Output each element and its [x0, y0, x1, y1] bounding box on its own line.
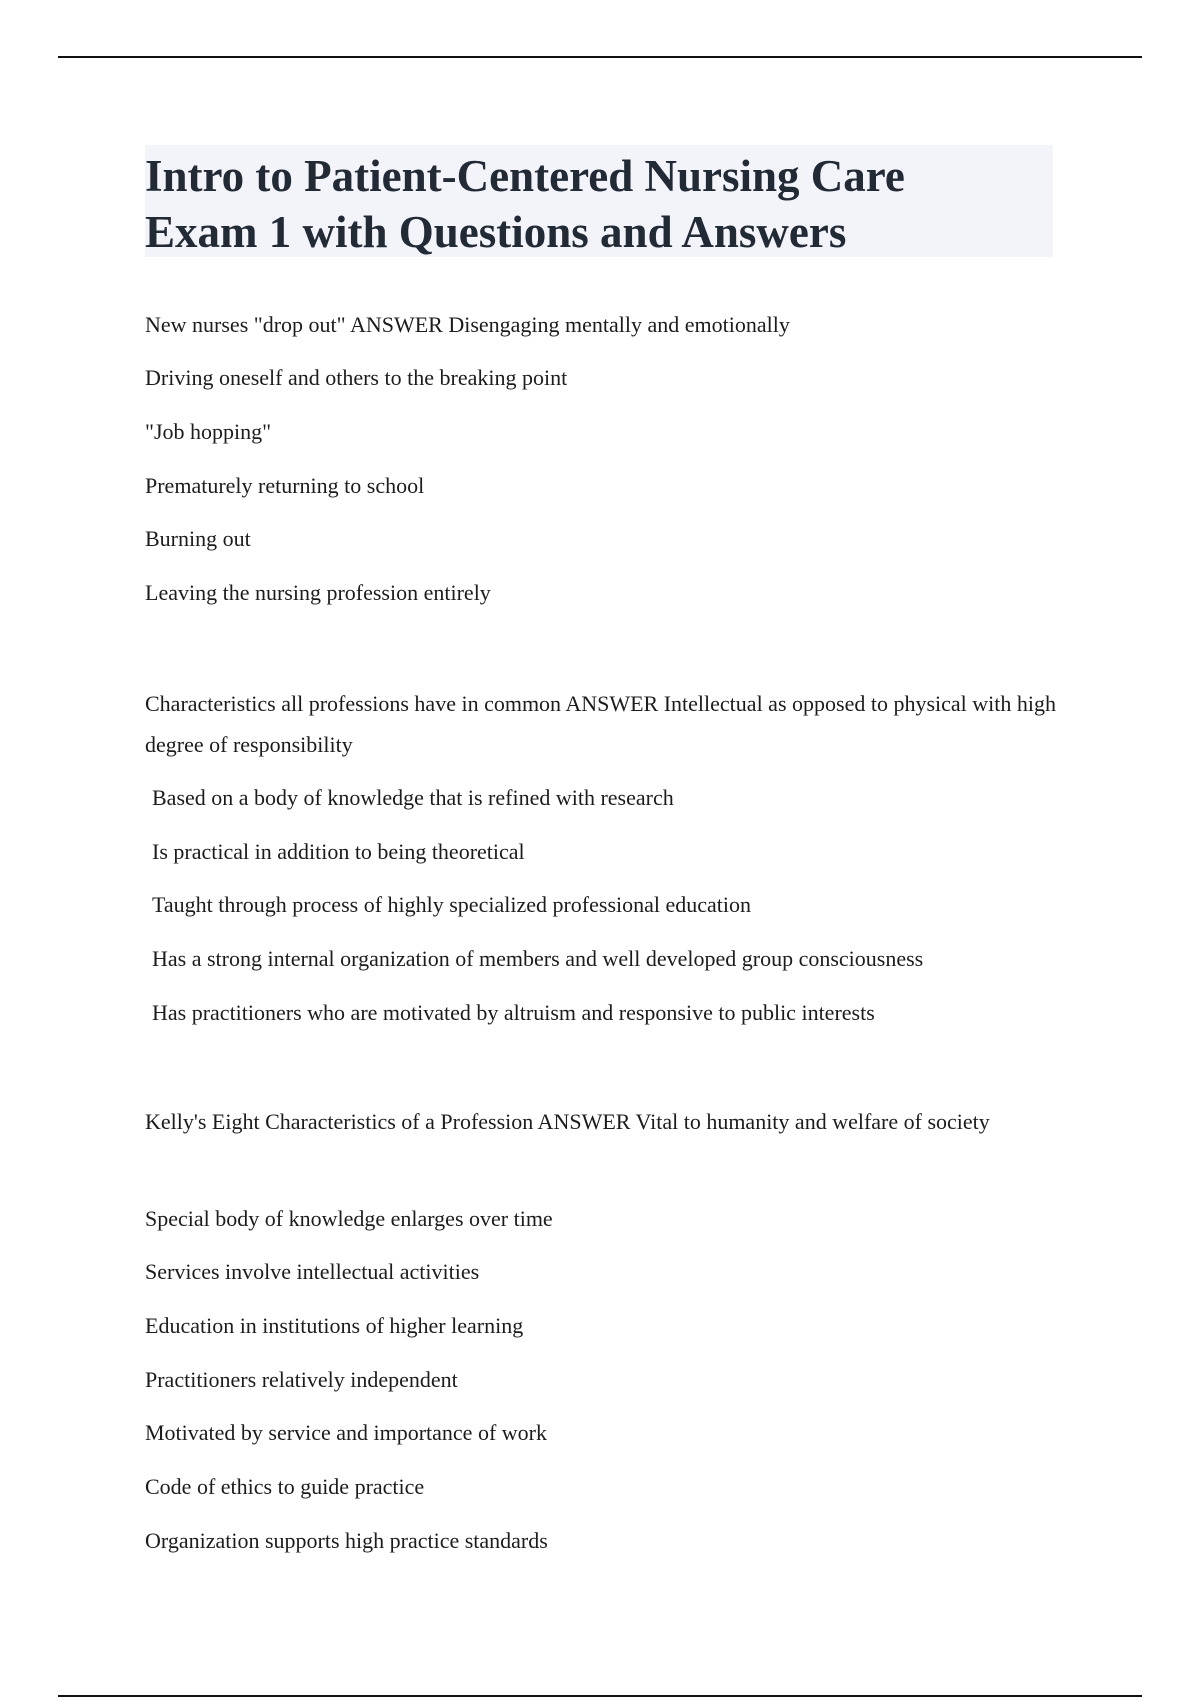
answer-item: Practitioners relatively independent: [145, 1367, 458, 1392]
answer-item: Services involve intellectual activities: [145, 1259, 480, 1284]
answer-item: Burning out: [145, 526, 251, 551]
answer-item: Leaving the nursing profession entirely: [145, 580, 491, 605]
answer-item: Driving oneself and others to the breaking point: [145, 365, 568, 390]
answer-item: Education in institutions of higher learning: [145, 1313, 524, 1338]
answer-item: Has practitioners who are motivated by altruism and responsive to public interests: [152, 1000, 875, 1025]
title-line-2: Exam 1 with Questions and Answers: [145, 207, 847, 257]
answer-item: Has a strong internal organization of members and well developed group consciousness: [152, 946, 924, 971]
answer-item: Organization supports high practice standards: [145, 1528, 548, 1553]
title-line-1: Intro to Patient-Centered Nursing Care: [145, 151, 905, 201]
answer-item: Prematurely returning to school: [145, 473, 425, 498]
answer-item: Special body of knowledge enlarges over time: [145, 1206, 553, 1231]
question-3: Kelly's Eight Characteristics of a Profession ANSWER Vital to humanity and welfare of society: [145, 1109, 990, 1134]
document-title: [145, 148, 1045, 260]
question-1: New nurses "drop out" ANSWER Disengaging mentally and emotionally: [145, 312, 790, 337]
answer-item: Based on a body of knowledge that is refined with research: [152, 785, 674, 810]
bottom-rule: [58, 1695, 1142, 1697]
answer-item: "Job hopping": [145, 419, 272, 444]
top-rule: [58, 56, 1142, 58]
answer-item: Taught through process of highly specialized professional education: [152, 892, 752, 917]
answer-item: Code of ethics to guide practice: [145, 1474, 425, 1499]
answer-item: Is practical in addition to being theoretical: [152, 839, 525, 864]
answer-item: Motivated by service and importance of work: [145, 1420, 547, 1445]
question-2: Characteristics all professions have in common ANSWER Intellectual as opposed to physical with high degree of responsibility: [145, 691, 1056, 757]
